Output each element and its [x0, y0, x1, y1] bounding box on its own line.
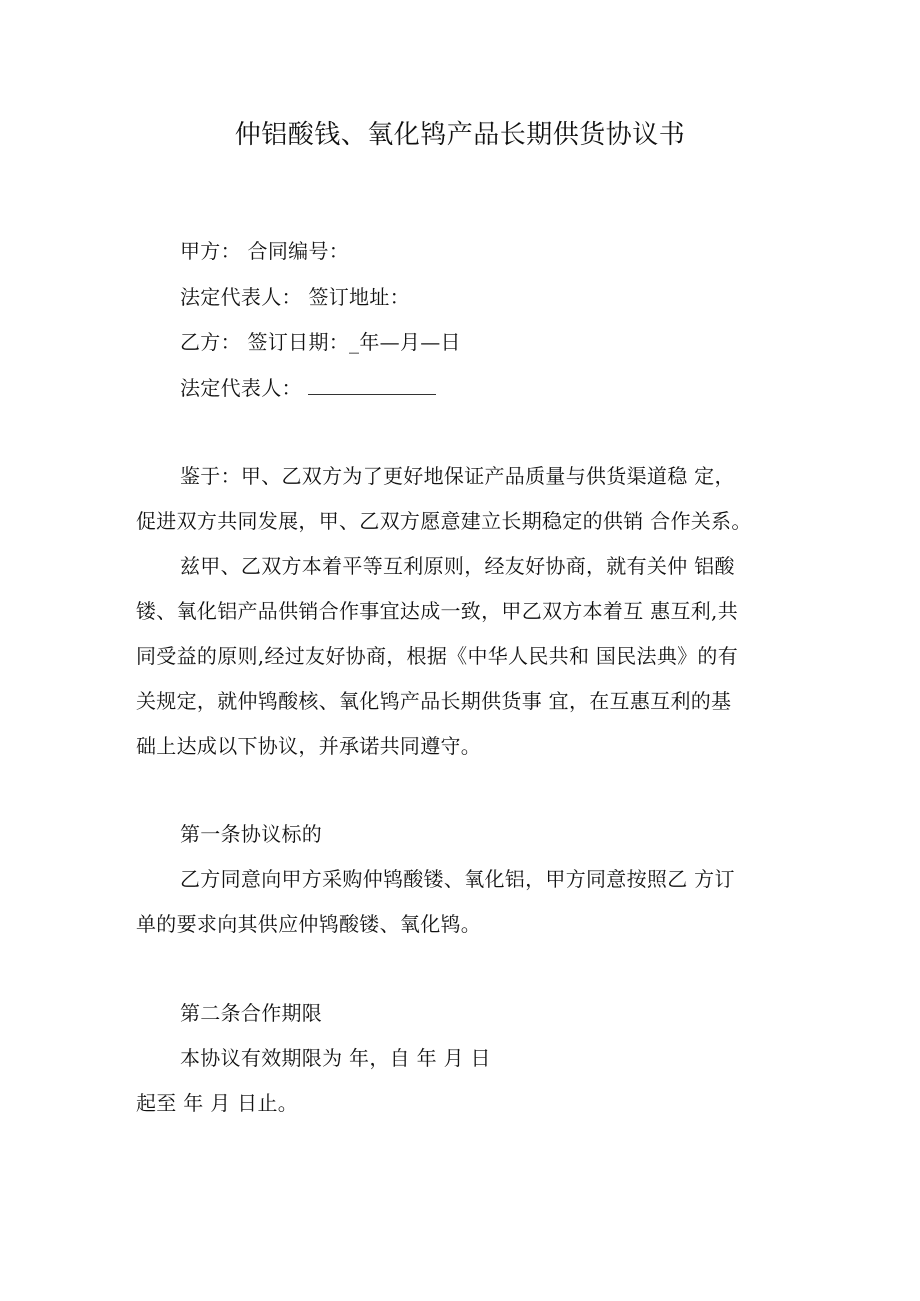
- preamble-line: 镂、氧化铝产品供销合作事宜达成一致，甲乙双方本着互 惠互利,共: [136, 599, 739, 623]
- article2-line: 起至 年 月 日止。: [136, 1091, 299, 1115]
- article1-heading: 第一条协议标的: [180, 822, 323, 846]
- preamble-line: 鉴于：甲、乙双方为了更好地保证产品质量与供货渠道稳 定，: [180, 464, 735, 488]
- preamble-line: 兹甲、乙双方本着平等互利原则，经友好协商，就有关仲 铝酸: [180, 554, 735, 578]
- legal-representative-signing-address: 法定代表人： 签订地址：: [180, 285, 410, 309]
- document-title: 仲铝酸钱、氧化鸨产品长期供货协议书: [234, 120, 686, 150]
- article2-heading: 第二条合作期限: [180, 1001, 323, 1025]
- article1-line: 单的要求向其供应仲鸨酸镂、氧化鸨。: [136, 912, 482, 936]
- legal-representative-b: [180, 373, 436, 403]
- party-a-contract-number: 甲方： 合同编号：: [180, 239, 350, 263]
- legal-representative-b-label: 法定代表人：: [180, 376, 302, 400]
- article2-line: 本协议有效期限为 年，自 年 月 日: [180, 1046, 491, 1070]
- preamble-line: 促进双方共同发展，甲、乙双方愿意建立长期稳定的供销 合作关系。: [136, 509, 752, 533]
- article1-line: 乙方同意向甲方采购仲鸨酸镂、氧化铝，甲方同意按照乙 方订: [180, 867, 735, 891]
- party-b-signing-date: 乙方： 签订日期：_年—月—日: [180, 330, 461, 354]
- preamble-line: 关规定，就仲鸨酸核、氧化鸨产品长期供货事 宜，在互惠互利的基: [136, 689, 732, 713]
- signature-blank-line: [308, 380, 436, 395]
- preamble-line: 同受益的原则,经过友好协商，根据《中华人民共和 国民法典》的有: [136, 644, 739, 668]
- preamble-line: 础上达成以下协议，并承诺共同遵守。: [136, 734, 482, 758]
